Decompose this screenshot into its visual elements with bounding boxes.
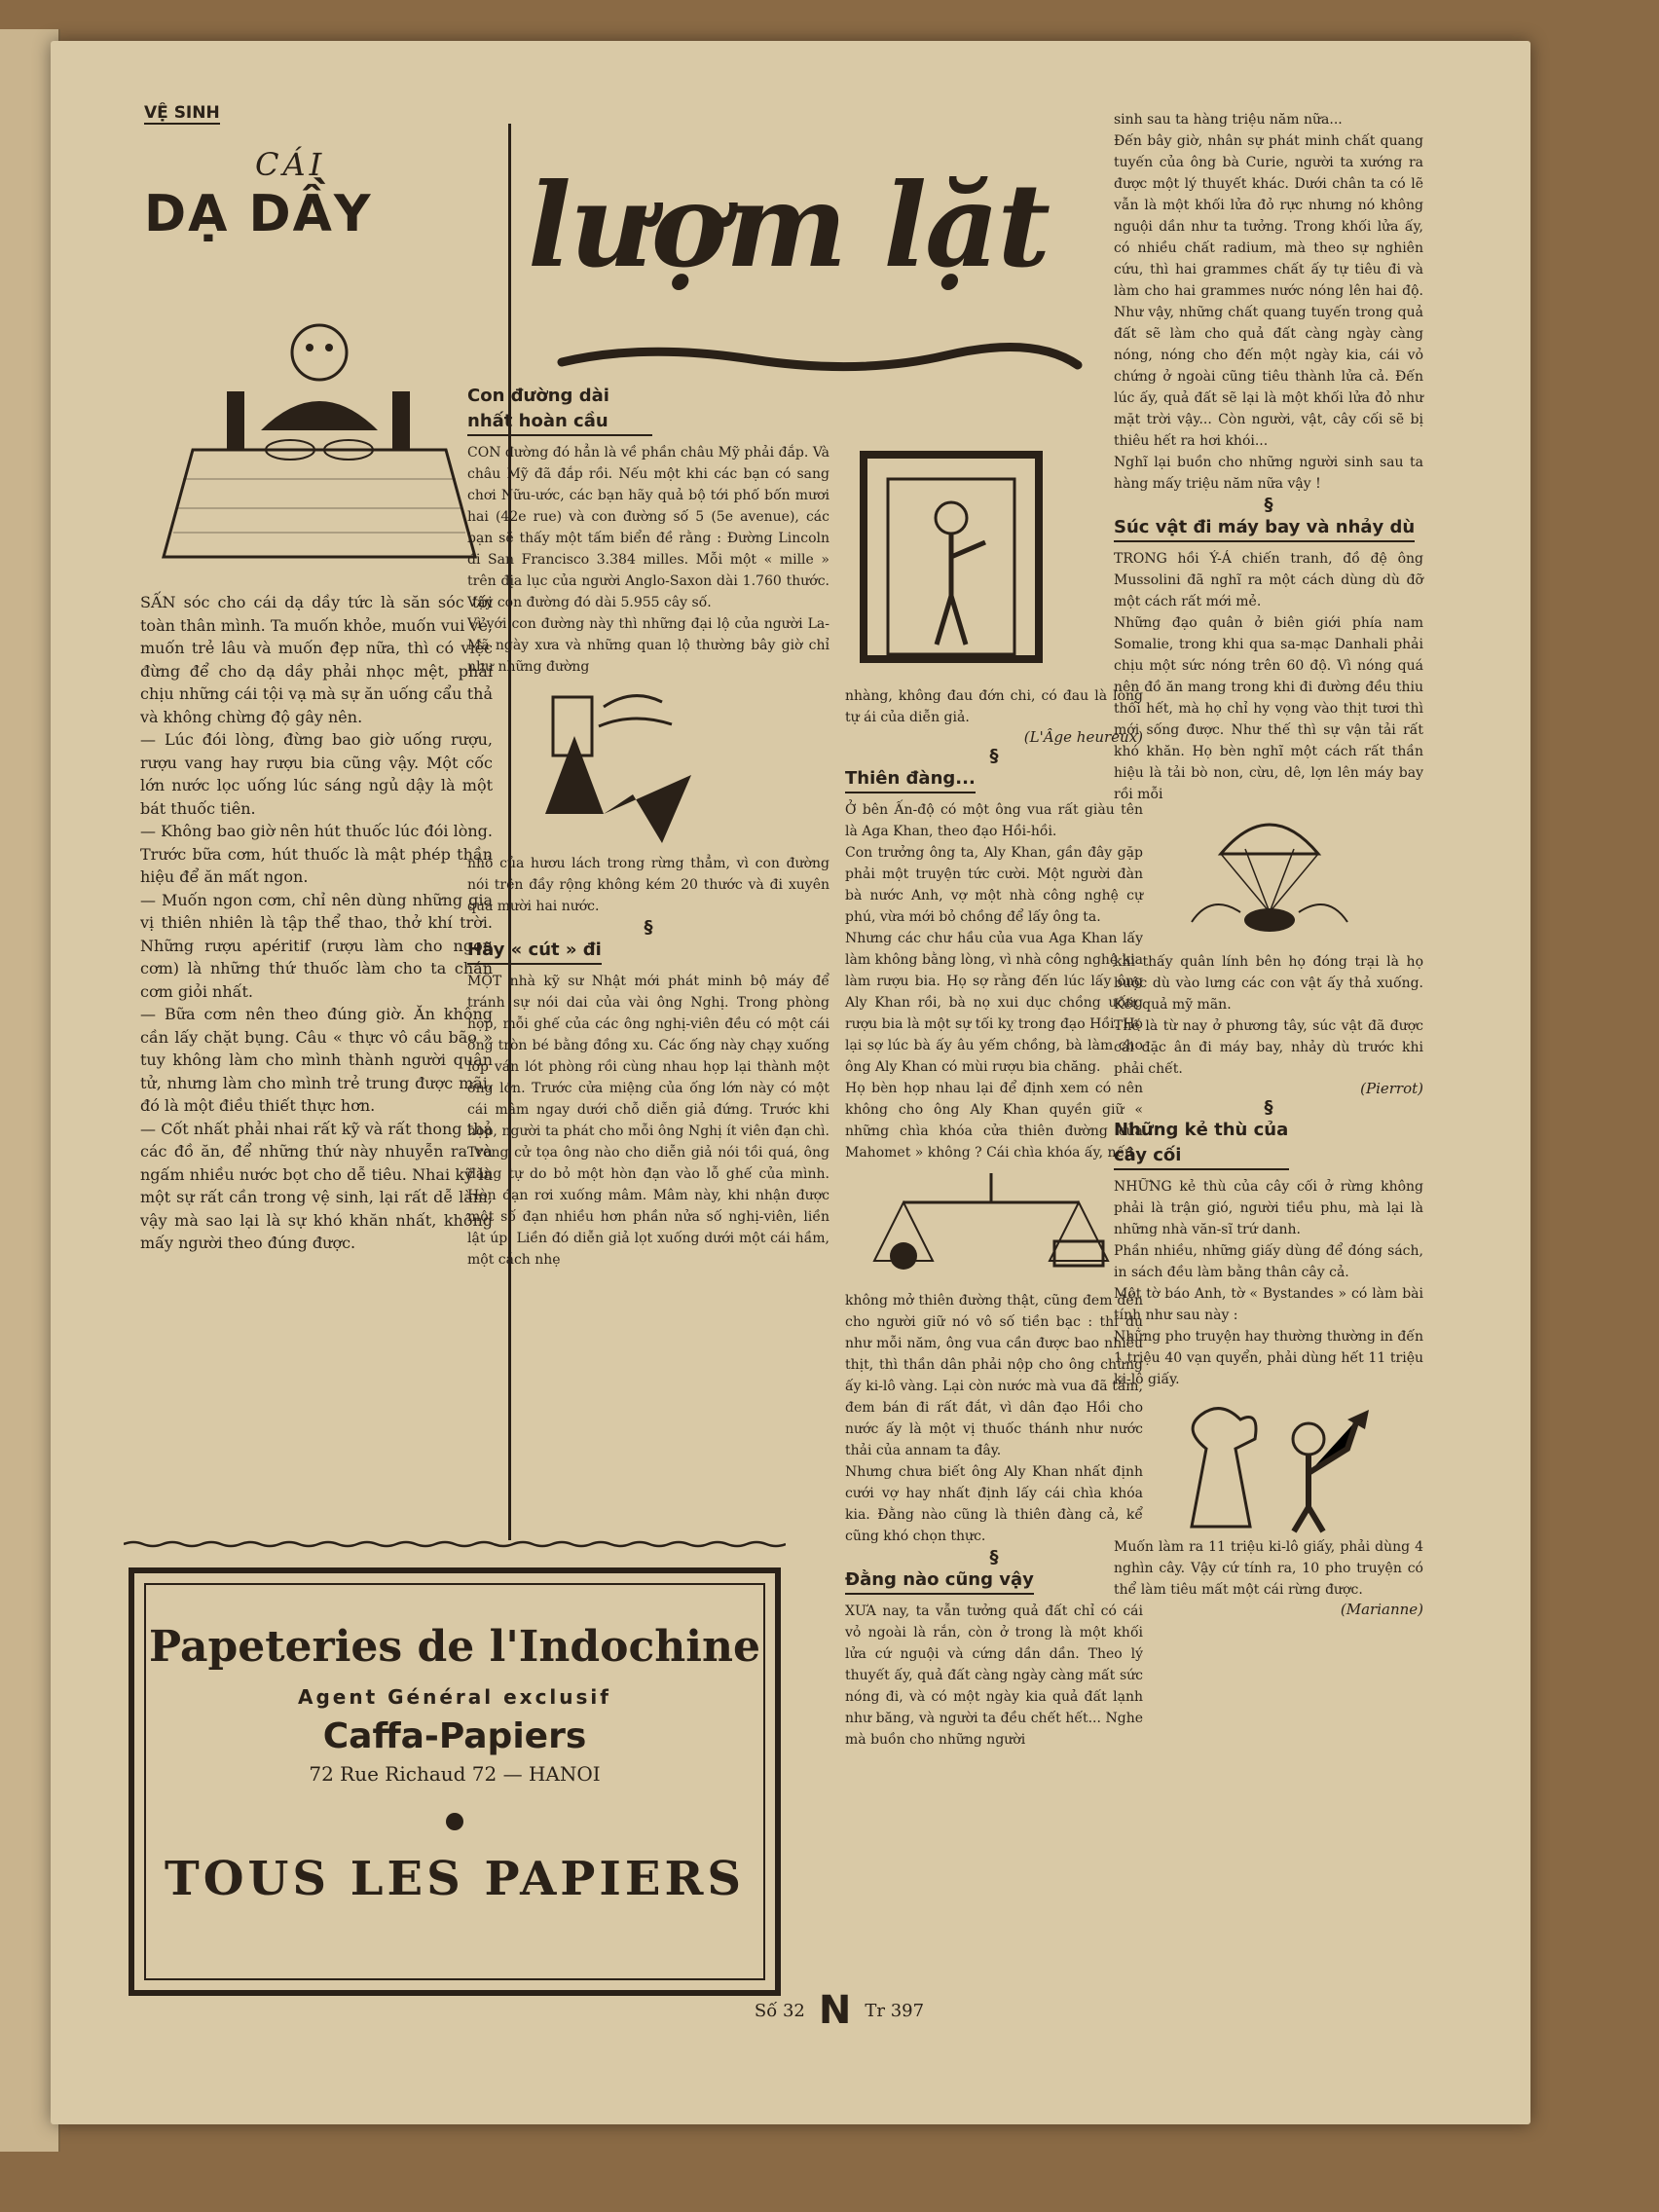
article-title: DẠ DẦY bbox=[144, 185, 373, 243]
stomach-para-5: — Bữa cơm nên theo đúng giờ. Ăn không cần lấy chặt bụng. Câu « thực vô cầu bão » tuy không làm cho mình thành người quân tử, nhưng làm cho mình trẻ trung được mãi, đó là một điều thiết thực hơn. bbox=[140, 1005, 493, 1115]
ad-address: 72 Rue Richaud 72 — HANOI bbox=[309, 1762, 601, 1786]
animals-para-2: Những đạo quân ở biên giới phía nam Somalie, trong khi qua sa-mạc Danhali phải chịu một sức nóng trên 60 độ. Vì nóng quá nên đồ ăn mang trong khi đi đường đều thiu thối hết, mà họ chỉ hy vọng vào thịt tươi thì mới sống được. Như thế thì sự vận tải rất khó khăn. Họ bèn nghĩ một cách rất thần hiệu là tải bò non, cừu, dê, lợn lên máy bay rồi mỗi bbox=[1114, 615, 1423, 802]
stomach-para-2: — Lúc đói lòng, đừng bao giờ uống rượu, rượu vang hay rượu bia cũng vậy. Một cốc lớn nước lọc uống lúc sáng ngủ dậy là một bát thuốc tiên. bbox=[140, 730, 493, 818]
credit-pierrot: (Pierrot) bbox=[1360, 1080, 1423, 1097]
trees-para-3: Một tờ báo Anh, tờ « Bystandes » có làm bài tính như sau này : bbox=[1114, 1286, 1423, 1323]
issue-number: Số 32 bbox=[754, 2000, 805, 2021]
section-tag: VỆ SINH bbox=[144, 103, 220, 123]
paradise-para-4: Họ bèn họp nhau lại để định xem có nên không cho ông Aly Khan quyền giữ « những chìa khóa cửa thiên đường của Mahomet » không ? Cái chìa khóa ấy, nếu bbox=[845, 1081, 1143, 1161]
ad-dot bbox=[446, 1813, 463, 1830]
credit-age-heureux: (L'Âge heureux) bbox=[1023, 728, 1143, 746]
paradise-para-5: không mở thiên đường thật, cũng đem đến cho người giữ nó vô số tiền bạc : thí dụ như mỗi năm, ông vua cần được bao nhiêu thịt, thì thần dân phải nộp cho ông chừng ấy ki-lô vàng. Lại còn nước mà vua đã tắm, đem bán đi rất đắt, vì dân đạo Hồi cho nước ấy là một vị thuốc thánh như nước thải của annam ta đây. bbox=[845, 1293, 1143, 1458]
separator: § bbox=[644, 917, 653, 938]
earth-para-0: sinh sau ta hàng triệu năm nữa... bbox=[1114, 112, 1343, 128]
paradise-para-1: Ở bên Ấn-độ có một ông vua rất giàu tên là Aga Khan, theo đạo Hồi-hồi. bbox=[845, 802, 1143, 839]
stomach-para-1: SẤN sóc cho cái dạ dầy tức là săn sóc tới toàn thân mình. Ta muốn khỏe, muốn vui vẻ, muốn trẻ lâu và muốn đẹp nữa, thì có việc đừng để cho dạ dầy phải nhọc mệt, phải chịu những cái tội vạ mà sự ăn uống cẩu thả và không chừng độ gây nên. bbox=[140, 593, 493, 726]
animals-para-3: khi thấy quân lính bên họ đóng trại là họ buộc dù vào lưng các con vật ấy thả xuống. Kết quả mỹ mãn. bbox=[1114, 954, 1423, 1013]
road-para-3: nhỏ của hươu lách trong rừng thẳm, vì con đường nói trên đầy rộng không kém 20 thước và đi xuyên qua mười hai nước. bbox=[467, 856, 830, 914]
earth-para-2: Nghĩ lại buồn cho những người sinh sau ta hàng mấy triệu năm nữa vậy ! bbox=[1114, 455, 1423, 492]
doorway-cartoon-icon bbox=[859, 450, 1044, 664]
headline-get-out: Hãy « cút » đi bbox=[467, 938, 602, 965]
newspaper-page bbox=[51, 41, 1530, 2124]
paradise-para-6: Nhưng chưa biết ông Aly Khan nhất định cưới vợ hay nhất định lấy cái chìa khóa kia. Đằng nào cũng là thiên đàng cả, kể cũng khó chọn thực. bbox=[845, 1464, 1143, 1544]
page-footer bbox=[693, 1988, 985, 2033]
earth-para-1: Đến bây giờ, nhân sự phát minh chất quang tuyến của ông bà Curie, người ta xướng ra được một lý thuyết khác. Dưới chân ta có lẽ vẫn là một khối lửa đỏ rực nhưng nó không nguội dần như ta tưởng. Trong khối lửa ấy, có nhiều chất radium, mà theo sự nghiên cứu, thì hai grammes chất ấy tự tiêu đi và làm cho hai grammes nước nóng lên hai độ. Như vậy, những chất quang tuyến trong quả đất sẽ làm cho quả đất càng ngày càng nóng, nóng cho đến một ngày kia, cái vỏ chứng ở ngoài cũng tiêu thành lửa cả. Đến lúc ấy, quả đất sẽ lại là một khối lửa đỏ như mặt trời vậy... Còn người, vật, cây cối sẽ bị thiêu hết ra hơi khói... bbox=[1114, 133, 1423, 449]
parachute-cartoon-icon bbox=[1114, 805, 1423, 951]
either-way-para: XƯA nay, ta vẫn tưởng quả đất chỉ có cái vỏ ngoài là rắn, còn ở trong là một khối lửa cứ nguội và cứng dần dần. Theo lý thuyết ấy, quả đất càng ngày càng mất sức nóng đi, và có một ngày kia quả đất lạnh như băng, và người ta đều chết hết... Nghe mà buồn cho những người bbox=[845, 1604, 1143, 1748]
ad-agent: Agent Général exclusif bbox=[298, 1685, 611, 1709]
diner-cartoon-icon bbox=[144, 284, 495, 576]
road-para-2: Vì với con đường này thì những đại lộ của người La-Mã ngày xưa và những quan lộ thường bây giờ chỉ như những đường bbox=[467, 616, 830, 675]
trees-para-4: Những pho truyện hay thường thường in đến 1 triệu 40 vạn quyển, phải dùng hết 11 triệu ki-lô giấy. bbox=[1114, 1329, 1423, 1387]
advertisement-box bbox=[129, 1567, 781, 1996]
masthead-title: lượm lặt bbox=[528, 158, 1050, 293]
newspaper-logo-icon: N bbox=[818, 1988, 852, 2033]
column-3 bbox=[845, 685, 1143, 1751]
separator: § bbox=[989, 1547, 999, 1567]
headline-either-way: Đằng nào cũng vậy bbox=[845, 1567, 1034, 1595]
road-para-1: CON đường đó hẳn là về phần châu Mỹ phải đắp. Và châu Mỹ đã đắp rồi. Nếu một khi các bạn có sang chơi Nữu-ước, các bạn hãy quả bộ tới phố bốn mươi hai (42e rue) và con đường số 5 (5e avenue), các bạn sẽ thấy một tấm biển đề rằng : Đường Lincoln đi San Francisco 3.384 milles. Mỗi một « mille » trên địa lục của người Anglo-Saxon dài 1.760 thước. Vậy con đường đó dài 5.955 cây số. bbox=[467, 445, 830, 610]
animals-para-1: TRONG hồi Ý-Á chiến tranh, đồ đệ ông Mussolini đã nghĩ ra một cách dùng dù đỡ một cách rất mới mẻ. bbox=[1114, 551, 1423, 609]
tree-cartoon-icon bbox=[1114, 1390, 1423, 1536]
separator: § bbox=[1264, 495, 1273, 515]
headline-longest-road: Con đường dài nhất hoàn cầu bbox=[467, 384, 652, 436]
trees-para-2: Phần nhiều, những giấy dùng để đóng sách, in sách đều làm bằng thân cây cả. bbox=[1114, 1243, 1423, 1280]
stomach-para-3: — Không bao giờ nên hút thuốc lúc đói lòng. Trước bữa cơm, hút thuốc là mật phép thần hiệu để ăn mất ngon. bbox=[140, 822, 493, 886]
road-sign-cartoon-icon bbox=[467, 678, 830, 853]
stomach-para-4: — Muốn ngon cơm, chỉ nên dùng những gia vị thiên nhiên là tập thể thao, thở khí trời. Những rượu apéritif (rượu làm cho ngon cơm) là những thứ thuốc làm cho ta chán cơm giỏi nhất. bbox=[140, 890, 493, 1001]
headline-tree-enemies: Những kẻ thù của cây cối bbox=[1114, 1118, 1289, 1170]
animals-para-4: Thế là từ nay ở phương tây, súc vật đã được cái đặc ân đi máy bay, nhảy dù trước khi phải chết. bbox=[1114, 1018, 1423, 1077]
separator: § bbox=[1264, 1097, 1273, 1118]
ad-brand: Caffa-Papiers bbox=[322, 1716, 587, 1756]
paradise-para-3: Nhưng các chư hầu của vua Aga Khan lấy làm không bằng lòng, vì nhà công nghệ kia làm rượu bia. Họ sợ rằng đến lúc lấy ông Aly Khan rồi, bà nọ xui dục chồng uống rượu bia là một sự tối kỵ trong đạo Hồi. Họ lại sợ lúc bà ấy âu yếm chồng, bà làm cho ông Aly Khan có mùi rượu bia chăng. bbox=[845, 931, 1143, 1075]
page-number: Tr 397 bbox=[865, 2000, 925, 2021]
credit-marianne: (Marianne) bbox=[1340, 1601, 1423, 1618]
article-kicker: CÁI bbox=[255, 146, 326, 183]
ad-slogan: TOUS LES PAPIERS bbox=[164, 1852, 745, 1906]
ad-wave-rule bbox=[124, 1540, 786, 1548]
headline-paradise: Thiên đàng... bbox=[845, 766, 976, 793]
stomach-para-6: — Cốt nhất phải nhai rất kỹ và rất thong thả các đồ ăn, để những thứ này nhuyễn ra và ngấm nhiều nước bọt cho dễ tiêu. Nhai kỹ là một sự rất cần trong vệ sinh, lại rất dễ làm, vậy mà sao lại là sự khó khăn nhất, không mấy người theo đúng được. bbox=[140, 1119, 493, 1252]
masthead-swash bbox=[557, 338, 1083, 377]
get-out-para: MỘT nhà kỹ sư Nhật mới phát minh bộ máy để tránh sự nói dai của vài ông Nghị. Trong phòng họp, mỗi ghế của các ông nghị-viên đều có một cái ống tròn bé bằng đồng xu. Các ống này chạy xuống lớp ván lót phòng rồi cùng nhau họp lại thành một ống lớn. Trước cửa miệng của ống lớn này có một cái mâm ngay dưới chỗ diễn giả đứng. Trước khi họp, người ta phát cho mỗi ông Nghị ít viên đạn chì. Trong cử tọa ông nào cho diễn giả nói tồi quá, ông đăng tự do bỏ một hòn đạn vào lỗ ghế của mình. Hòn đạn rơi xuống mâm. Mâm này, khi nhận được một số đạn nhiều hơn phần nửa số nghị-viên, liền lật úp. Liền đó diễn giả lọt xuống dưới một cái hầm, một cách nhẹ bbox=[467, 974, 830, 1268]
get-out-end: nhàng, không đau đớn chi, có đau là lòng tự ái của diễn giả. bbox=[845, 688, 1143, 725]
trees-para-5: Muốn làm ra 11 triệu ki-lô giấy, phải dùng 4 nghìn cây. Vậy cứ tính ra, 10 pho truyện có thể làm tiêu mất một cái rừng được. bbox=[1114, 1539, 1423, 1598]
stomach-article bbox=[140, 591, 493, 1255]
paradise-para-2: Con trưởng ông ta, Aly Khan, gần đây gặp phải một truyện tức cười. Một người đàn bà nước Anh, vợ một nhà công nghệ cự phú, vừa mới bỏ chồng để lấy ông ta. bbox=[845, 845, 1143, 925]
headline-animals-parachute: Súc vật đi máy bay và nhảy dù bbox=[1114, 515, 1415, 542]
column-4 bbox=[1114, 109, 1423, 1618]
trees-para-1: NHỮNG kẻ thù của cây cối ở rừng không phải là trận gió, người tiều phu, mà lại là những nhà văn-sĩ trứ danh. bbox=[1114, 1179, 1423, 1237]
scales-cartoon-icon bbox=[845, 1163, 1143, 1290]
ad-company: Papeteries de l'Indochine bbox=[149, 1622, 760, 1672]
separator: § bbox=[989, 746, 999, 766]
column-2 bbox=[467, 384, 830, 1271]
